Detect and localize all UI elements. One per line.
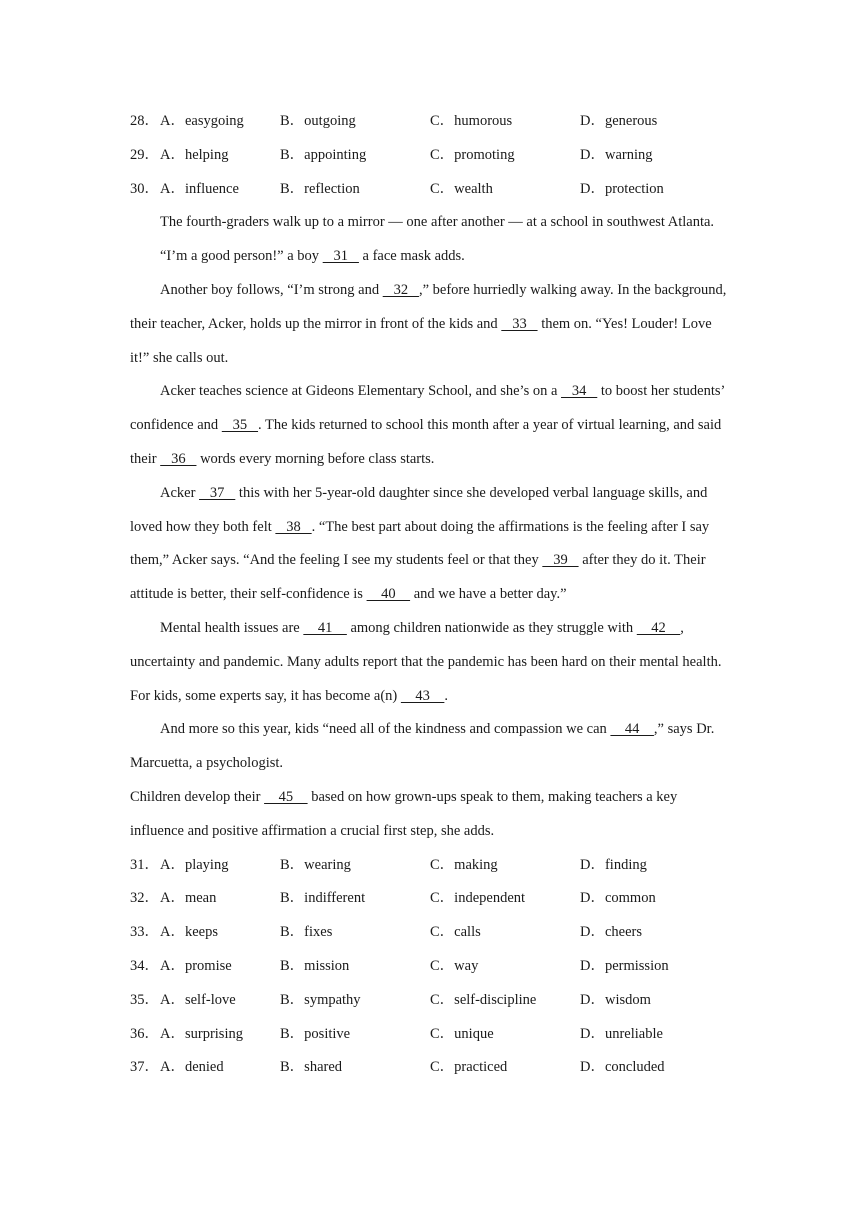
text: among children nationwide as they struggle with [346,619,637,636]
option-a: A．promise [160,957,232,974]
option-c: C．making [430,856,498,873]
question-number: 33． [130,924,159,941]
option-c: C．wealth [430,180,493,197]
text: And more so this year, kids “need all of the kindness and compassion we can [160,721,611,738]
blank-38: 38 [275,518,312,535]
blank-42: 42 [636,619,681,636]
option-b: B．shared [280,1059,343,1076]
option-c: C．independent [430,890,526,907]
question-row-32 [130,882,730,916]
option-a: A．denied [160,1059,224,1076]
option-c: C．practiced [430,1059,508,1076]
option-a: A．surprising [160,1025,243,1042]
option-a: A．playing [160,856,229,873]
option-b: B．wearing [280,856,351,873]
option-a: A．helping [160,146,229,163]
option-d: D．concluded [580,1059,665,1076]
paragraph-5 [130,477,730,612]
paragraph-6 [130,612,730,713]
text: Another boy follows, “I’m strong and [160,281,383,298]
blank-36: 36 [160,450,197,467]
paragraph-4 [130,375,730,476]
text: , uncertainty and pandemic. Many adults report that the pandemic has been hard on their mental health. For kids, some experts say, it has become a(n) [130,619,722,704]
option-a: A．keeps [160,924,218,941]
option-d: D．generous [580,113,658,129]
text: words every morning before class starts. [196,450,435,467]
question-row-33 [130,916,730,950]
option-d: D．wisdom [580,991,651,1008]
question-number: 32． [130,890,159,907]
text: this with her 5-year-old daughter since she developed verbal language skills, and loved how they both felt [130,484,708,535]
question-row-29 [130,139,730,173]
question-number: 36． [130,1025,159,1042]
text: Acker [160,484,200,501]
blank-40: 40 [366,586,411,603]
text: Mental health issues are [160,619,304,636]
blank-43: 43 [400,687,445,704]
text: . The kids returned to school this month after a year of virtual learning, and said their [130,417,722,467]
question-row-31 [130,849,730,883]
question-number: 28． [130,113,159,129]
option-a: A．influence [160,180,239,197]
question-number: 37． [130,1059,159,1076]
blank-44: 44 [610,721,654,738]
text: to boost her students’ confidence and [130,383,725,434]
option-c: C．way [430,957,479,974]
text: ,” before hurriedly walking away. In the background, their teacher, Acker, holds up the mirror in front of the kids and [130,281,727,332]
option-d: D．cheers [580,924,643,941]
option-d: D．warning [580,146,653,163]
option-c: C．humorous [430,113,513,129]
option-d: D．protection [580,180,664,197]
option-c: C．self-discipline [430,991,537,1008]
option-b: B．indifferent [280,890,366,907]
blank-31: 31 [322,248,359,265]
question-number: 29． [130,146,159,163]
text: them on. “Yes! Louder! Love it!” she calls out. [130,315,712,366]
text: based on how grown-ups speak to them, making teachers a key influence and positive affirmation a crucial first step, she adds. [130,788,678,839]
blank-41: 41 [303,619,347,636]
option-b: B．outgoing [280,113,356,129]
option-d: D．common [580,890,656,907]
question-row-34 [130,950,730,984]
question-number: 31． [130,856,159,873]
blank-33: 33 [501,315,538,332]
text: after they do it. Their attitude is better, their self-confidence is [130,552,706,603]
text: . [444,687,448,704]
question-number: 30． [130,180,159,197]
option-c: C．promoting [430,146,515,163]
text: and we have a better day.” [410,586,567,603]
option-c: C．unique [430,1025,494,1042]
question-row-35 [130,984,730,1018]
option-b: B．appointing [280,146,367,163]
text: Acker teaches science at Gideons Elementary School, and she’s on a [160,383,562,400]
option-a: A．self-love [160,991,236,1008]
paragraph-3 [130,274,730,375]
question-number: 34． [130,957,159,974]
text: ,” says Dr. Marcuetta, a psychologist. [130,721,715,772]
blank-35: 35 [221,417,259,434]
cloze-passage [130,206,730,848]
text: “I’m a good person!” a boy [160,248,323,265]
paragraph-2 [130,240,730,274]
blank-34: 34 [561,383,598,400]
option-a: A．mean [160,890,217,907]
paragraph-7 [130,713,730,781]
question-row-30 [130,173,730,207]
paragraph-8 [130,781,730,849]
blank-39: 39 [542,552,579,569]
option-d: D．unreliable [580,1025,663,1042]
option-d: D．permission [580,957,669,974]
question-row-28 [130,105,730,139]
text: a face mask adds. [358,248,465,265]
question-row-37 [130,1051,730,1085]
options-top [130,105,730,206]
option-b: B．fixes [280,924,333,941]
options-bottom [130,849,730,1086]
paragraph-1: The fourth-graders walk up to a mirror — one after another — at a school in southwest Atlanta. [160,214,715,231]
text: Children develop their [130,788,265,805]
question-row-36 [130,1018,730,1052]
option-c: C．calls [430,924,481,941]
option-b: B．positive [280,1025,351,1042]
blank-32: 32 [382,281,419,298]
question-number: 35． [130,991,159,1008]
option-b: B．reflection [280,180,360,197]
blank-37: 37 [199,484,236,501]
blank-45: 45 [264,788,308,805]
option-b: B．mission [280,957,350,974]
text: . “The best part about doing the affirmations is the feeling after I say them,” Acker says. “And the feeling I see my students feel or that they [130,518,710,569]
option-b: B．sympathy [280,991,361,1008]
option-d: D．finding [580,856,647,873]
worksheet-page [130,105,730,1085]
option-a: A．easygoing [160,113,244,129]
